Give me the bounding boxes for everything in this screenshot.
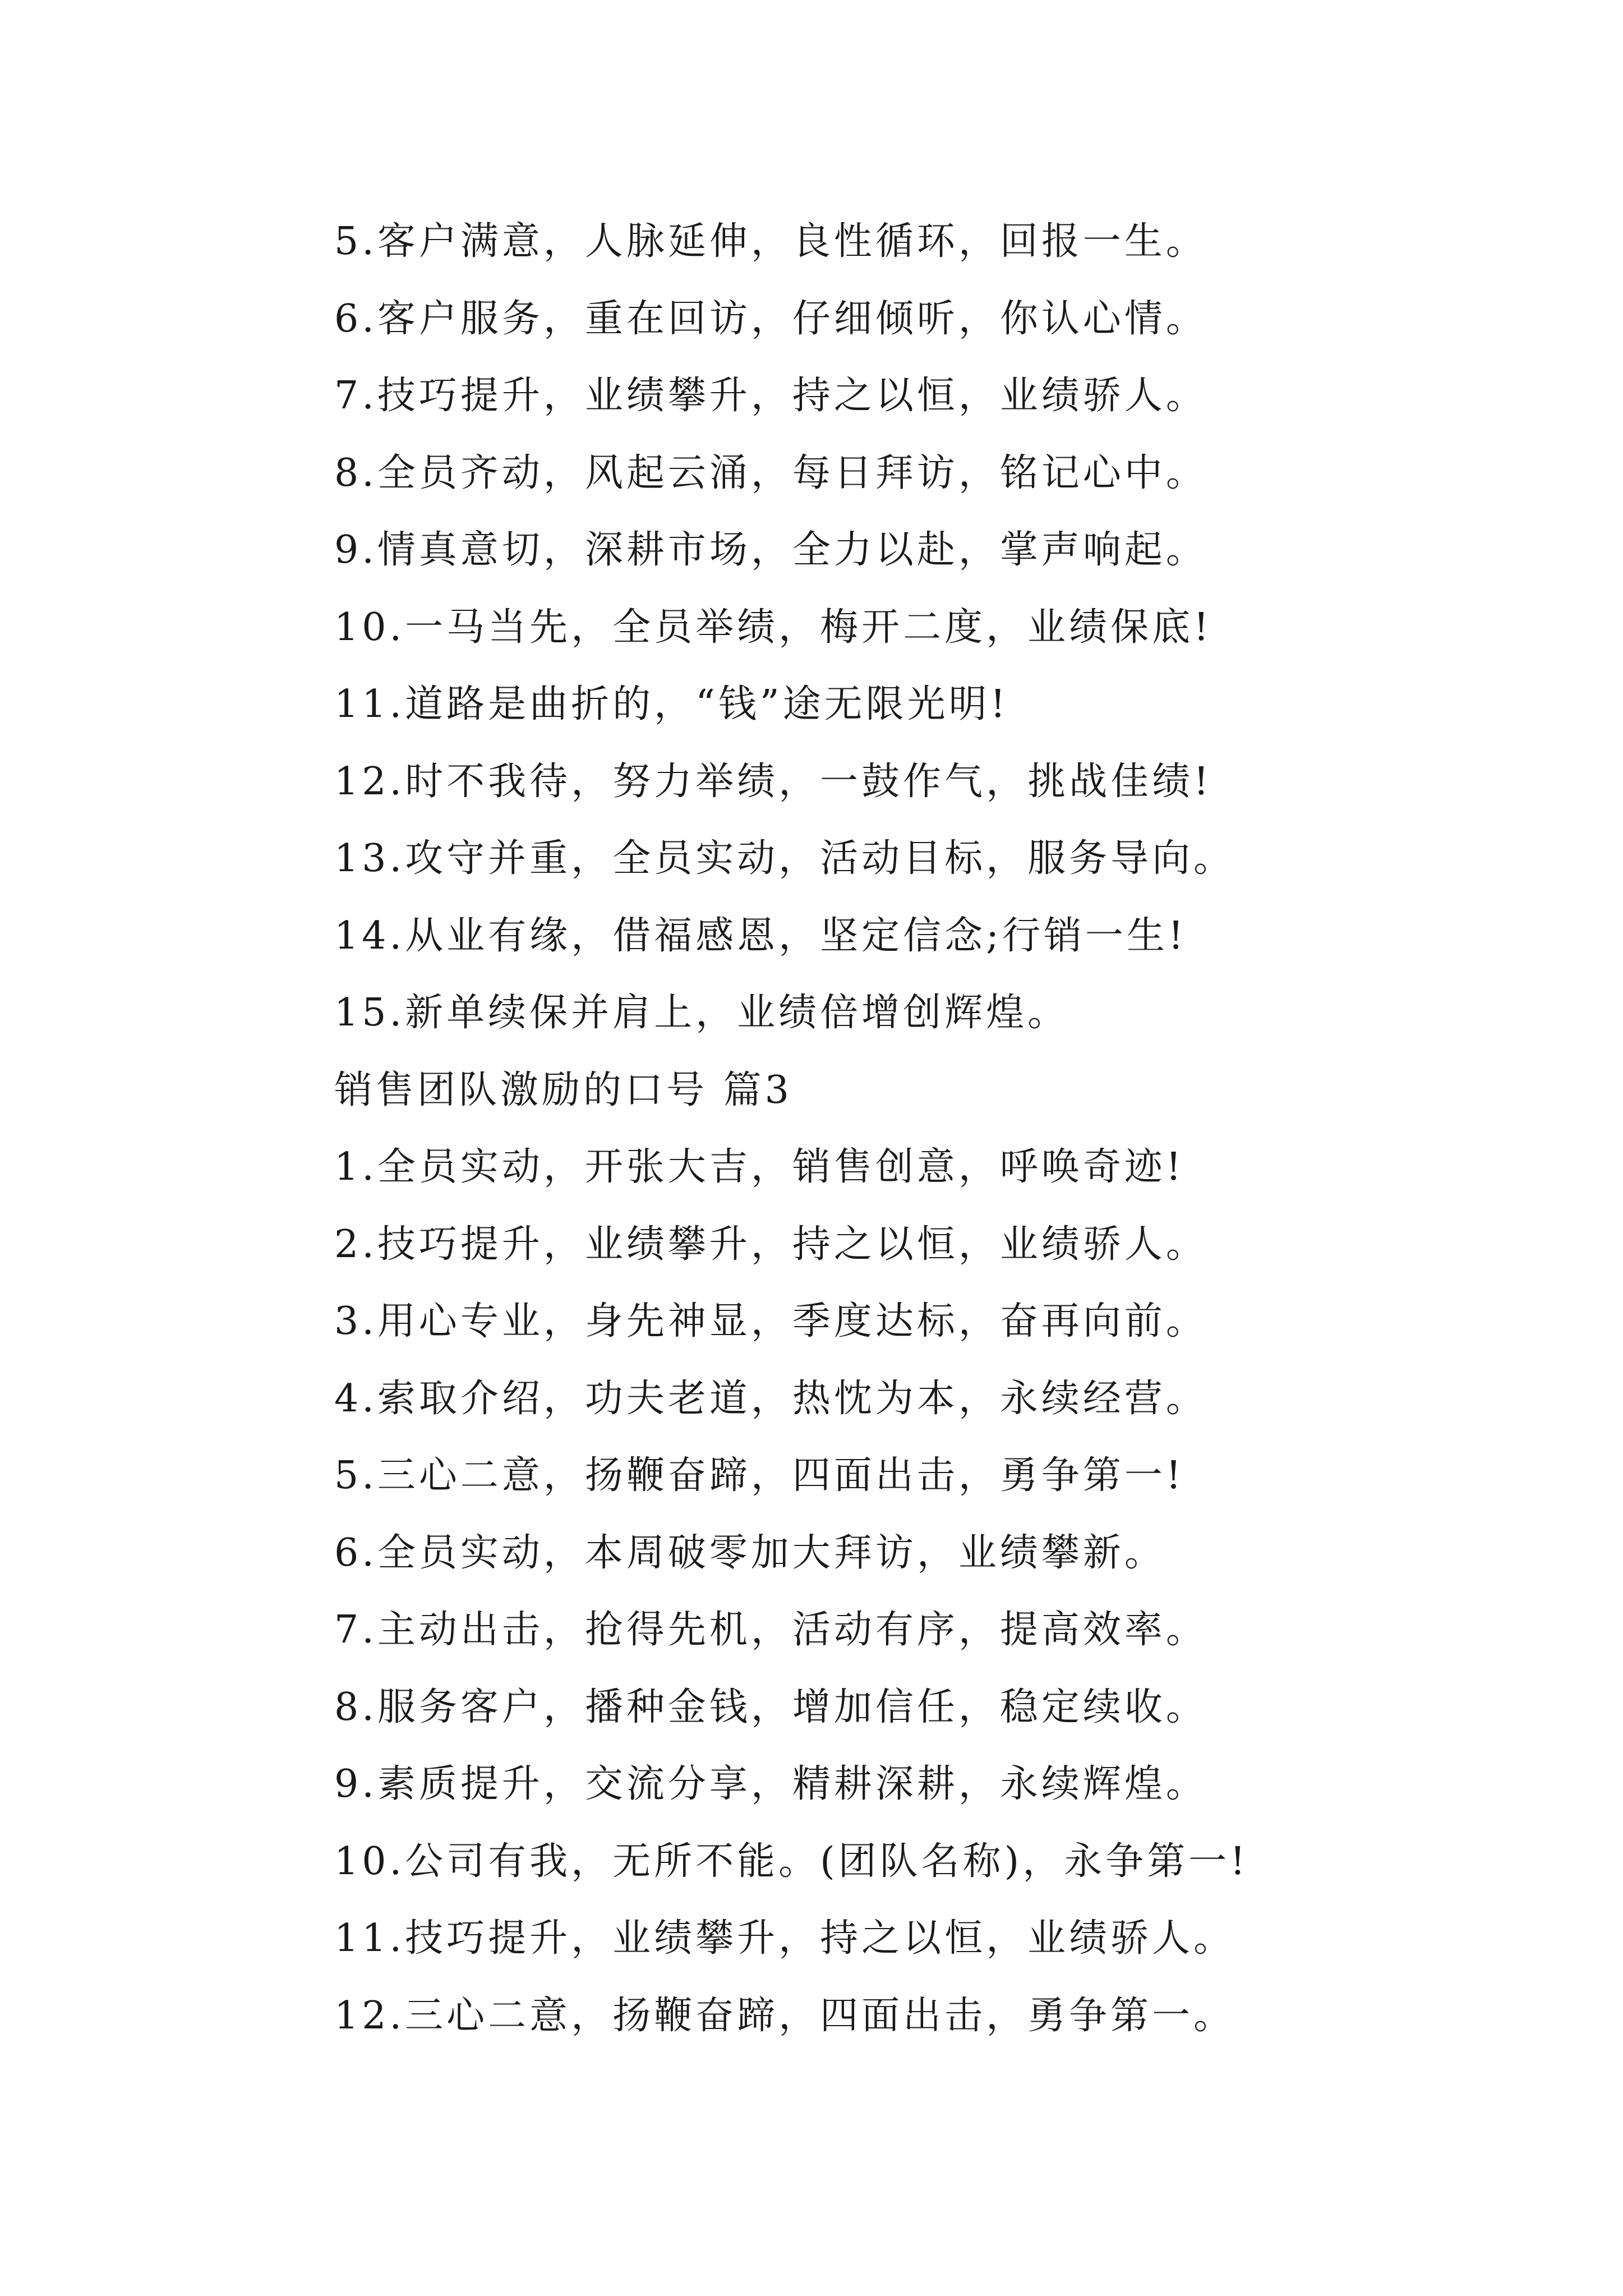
slogan-line: 8.服务客户，播种金钱，增加信任，稳定续收。 [334, 1685, 1207, 1729]
slogan-line: 11.道路是曲折的，“钱”途无限光明! [334, 682, 1009, 726]
slogan-line: 9.情真意切，深耕市场，全力以赴，掌声响起。 [334, 528, 1207, 572]
slogan-line: 14.从业有缘，借福感恩，坚定信念;行销一生! [334, 913, 1187, 958]
slogan-line: 5.客户满意，人脉延伸，良性循环，回报一生。 [334, 219, 1207, 264]
slogan-line: 10.一马当先，全员举绩，梅开二度，业绩保底! [334, 605, 1212, 650]
slogan-line: 12.三心二意，扬鞭奋蹄，四面出击，勇争第一。 [334, 1993, 1235, 2038]
slogan-line: 3.用心专业，身先神显，季度达标，奋再向前。 [334, 1299, 1207, 1343]
slogan-line: 15.新单续保并肩上，业绩倍增创辉煌。 [334, 991, 1069, 1035]
slogan-line: 4.索取介绍，功夫老道，热忱为本，永续经营。 [334, 1376, 1207, 1421]
section-heading: 销售团队激励的口号 篇3 [334, 1068, 792, 1112]
slogan-line: 6.客户服务，重在回访，仔细倾听，你认心情。 [334, 296, 1207, 341]
slogan-line: 12.时不我待，努力举绩，一鼓作气，挑战佳绩! [334, 759, 1212, 804]
slogan-line: 7.主动出击，抢得先机，活动有序，提高效率。 [334, 1608, 1207, 1652]
slogan-line: 11.技巧提升，业绩攀升，持之以恒，业绩骄人。 [334, 1916, 1235, 1961]
slogan-line: 8.全员齐动，风起云涌，每日拜访，铭记心中。 [334, 450, 1207, 495]
slogan-line: 6.全员实动，本周破零加大拜访，业绩攀新。 [334, 1530, 1166, 1575]
slogan-line: 5.三心二意，扬鞭奋蹄，四面出击，勇争第一! [334, 1453, 1185, 1498]
slogan-line: 9.素质提升，交流分享，精耕深耕，永续辉煌。 [334, 1762, 1207, 1806]
slogan-line: 10.公司有我，无所不能。(团队名称)，永争第一! [334, 1839, 1249, 1884]
slogan-line: 2.技巧提升，业绩攀升，持之以恒，业绩骄人。 [334, 1222, 1207, 1267]
slogan-line: 13.攻守并重，全员实动，活动目标，服务导向。 [334, 836, 1235, 881]
slogan-line: 7.技巧提升，业绩攀升，持之以恒，业绩骄人。 [334, 374, 1207, 418]
document-body [334, 203, 1540, 2054]
slogan-line: 1.全员实动，开张大吉，销售创意，呼唤奇迹! [334, 1145, 1185, 1189]
